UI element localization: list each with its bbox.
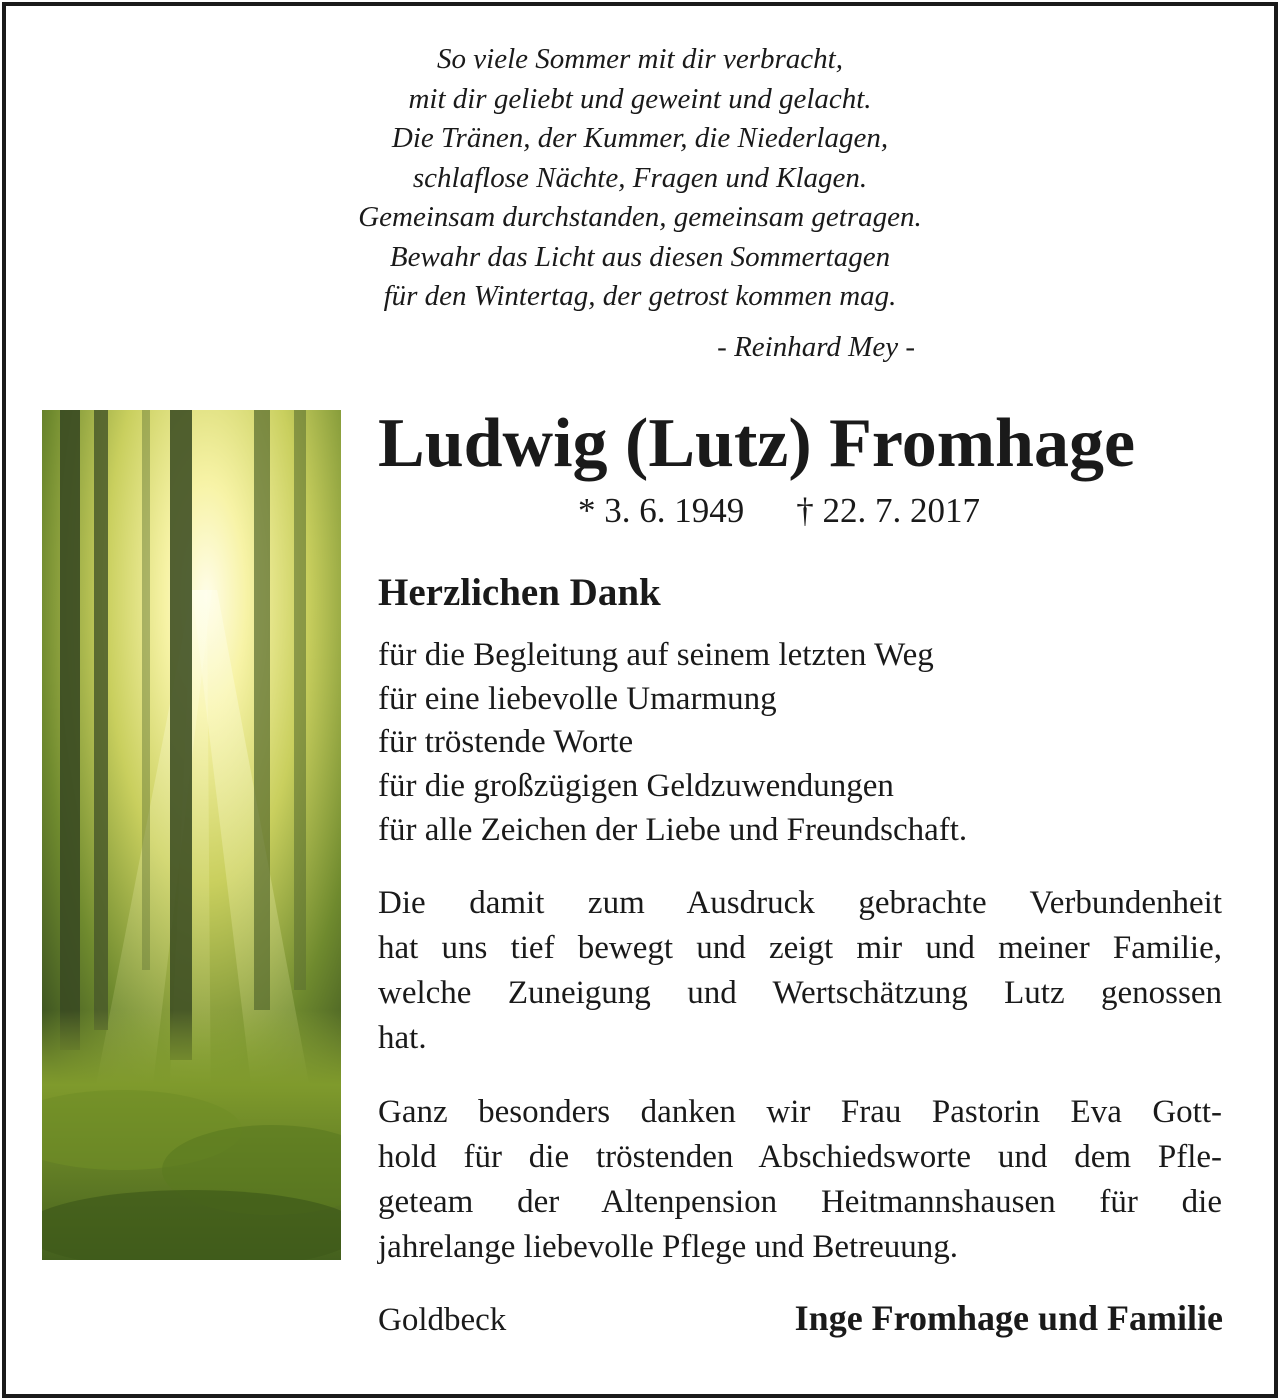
forest-photo — [42, 410, 341, 1260]
paragraph-line: hat. — [378, 1020, 427, 1056]
death-date: † 22. 7. 2017 — [796, 491, 980, 530]
paragraph-line: jahrelange liebevolle Pflege und Betreuung. — [378, 1229, 959, 1265]
paragraph-line: geteam der Altenpension Heitmannshausen für die — [378, 1184, 1222, 1220]
paragraph-line: Ganz besonders danken wir Frau Pastorin Eva Gott- — [378, 1094, 1222, 1130]
paragraph-line: welche Zuneigung und Wertschätzung Lutz genossen — [378, 975, 1222, 1011]
poem-line: So viele Sommer mit dir verbracht, — [437, 43, 843, 75]
poem-line: für den Wintertag, der getrost kommen mag. — [383, 280, 897, 312]
thanks-heading: Herzlichen Dank — [378, 571, 661, 614]
paragraph-line: hat uns tief bewegt und zeigt mir und meiner Familie, — [378, 930, 1222, 966]
thanks-item: für tröstende Worte — [378, 724, 634, 761]
signature: Inge Fromhage und Familie — [794, 1298, 1223, 1338]
poem — [0, 40, 1280, 317]
poem-line: schlaflose Nächte, Fragen und Klagen. — [412, 161, 868, 194]
life-dates — [578, 489, 980, 533]
thanks-list — [378, 634, 967, 853]
thanks-item: für die Begleitung auf seinem letzten Weg — [378, 637, 934, 673]
poem-author: - Reinhard Mey - — [717, 331, 915, 363]
thanks-item: für eine liebevolle Umarmung — [378, 680, 777, 717]
birth-date: * 3. 6. 1949 — [578, 491, 745, 530]
poem-line: Die Tränen, der Kummer, die Niederlagen, — [391, 122, 889, 154]
poem-line: Bewahr das Licht aus diesen Sommertagen — [389, 240, 891, 273]
paragraph-line: hold für die tröstenden Abschiedsworte und dem Pfle- — [378, 1139, 1222, 1175]
thanks-item: für die großzügigen Geldzuwendungen — [378, 768, 894, 805]
thanks-item: für alle Zeichen der Liebe und Freundschaft. — [378, 811, 968, 848]
paragraph-line: Die damit zum Ausdruck gebrachte Verbundenheit — [378, 885, 1222, 921]
deceased-name: Ludwig (Lutz) Fromhage — [378, 405, 1136, 482]
place: Goldbeck — [378, 1302, 507, 1338]
poem-line: Gemeinsam durchstanden, gemeinsam getragen. — [358, 201, 922, 233]
gratitude-paragraph — [378, 881, 1222, 1061]
special-thanks-paragraph — [378, 1090, 1222, 1270]
poem-line: mit dir geliebt und geweint und gelacht. — [408, 82, 872, 115]
